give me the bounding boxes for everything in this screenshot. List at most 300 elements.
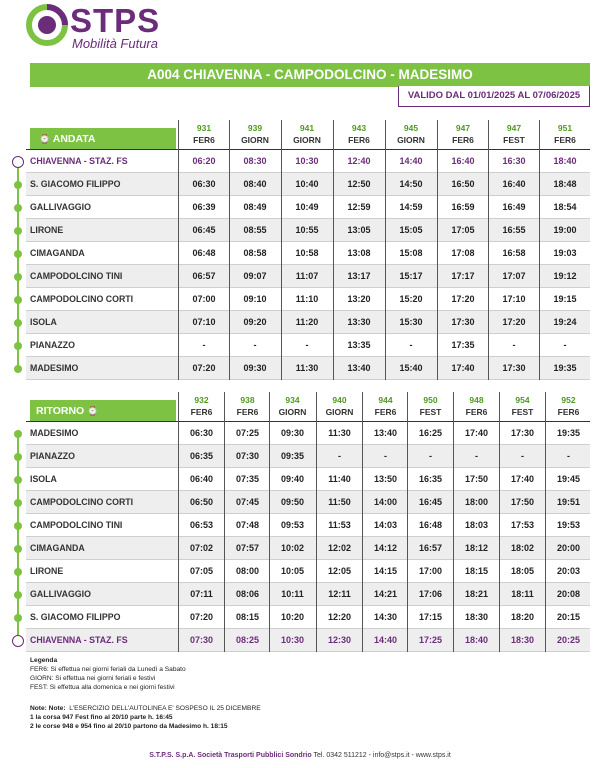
table-row bbox=[0, 357, 600, 380]
time-cell: 18:20 bbox=[510, 612, 535, 622]
run-type: FER6 bbox=[452, 135, 474, 145]
table-row bbox=[0, 311, 600, 334]
time-cell: 17:53 bbox=[510, 520, 535, 530]
time-cell: 14:30 bbox=[373, 612, 398, 622]
time-cell: - bbox=[384, 451, 387, 461]
time-cell: 09:40 bbox=[280, 474, 305, 484]
column-rule bbox=[539, 120, 540, 380]
run-header bbox=[454, 392, 499, 418]
stop-name: S. GIACOMO FILIPPO bbox=[30, 612, 121, 622]
stop-marker bbox=[14, 227, 22, 235]
time-cell: 08:40 bbox=[243, 179, 267, 189]
stop-marker bbox=[14, 365, 22, 373]
time-cell: 11:50 bbox=[328, 497, 351, 507]
time-cell: 19:35 bbox=[553, 363, 577, 373]
stop-name: S. GIACOMO FILIPPO bbox=[30, 179, 121, 189]
run-type: FER6 bbox=[236, 407, 259, 417]
time-cell: 09:35 bbox=[280, 451, 305, 461]
column-rule bbox=[224, 392, 225, 652]
notes bbox=[30, 704, 261, 731]
table-row bbox=[0, 560, 600, 583]
time-cell: 08:55 bbox=[243, 225, 267, 235]
time-cell: 17:20 bbox=[502, 317, 526, 327]
time-cell: 14:40 bbox=[373, 635, 398, 645]
time-cell: 08:00 bbox=[235, 566, 260, 576]
run-type: GIORN bbox=[278, 407, 307, 417]
time-cell: 20:08 bbox=[556, 589, 581, 599]
time-cell: 20:03 bbox=[556, 566, 581, 576]
time-cell: 07:57 bbox=[235, 543, 260, 553]
time-cell: 14:15 bbox=[373, 566, 398, 576]
ritorno-label bbox=[30, 400, 176, 422]
time-cell: 18:30 bbox=[510, 635, 535, 645]
stop-marker bbox=[14, 568, 22, 576]
brand-name: STPS bbox=[70, 2, 161, 39]
time-cell: 06:39 bbox=[192, 202, 216, 212]
time-cell: 18:54 bbox=[553, 202, 577, 212]
table-row bbox=[0, 265, 600, 288]
run-number: 951 bbox=[557, 123, 573, 133]
time-cell: 10:05 bbox=[280, 566, 305, 576]
run-type: FER6 bbox=[557, 407, 580, 417]
time-cell: 11:53 bbox=[328, 520, 351, 530]
time-cell: 09:53 bbox=[280, 520, 305, 530]
time-cell: 17:00 bbox=[418, 566, 443, 576]
time-cell: 10:40 bbox=[295, 179, 319, 189]
logo-mark-icon bbox=[26, 4, 68, 46]
column-rule bbox=[437, 120, 438, 380]
time-cell: 19:12 bbox=[553, 271, 577, 281]
time-cell: 17:50 bbox=[464, 474, 489, 484]
run-header bbox=[334, 120, 384, 146]
time-cell: 13:08 bbox=[347, 248, 371, 258]
run-type: GIORN bbox=[397, 135, 425, 145]
time-cell: 10:20 bbox=[280, 612, 305, 622]
time-cell: 12:20 bbox=[327, 612, 352, 622]
stop-name: GALLIVAGGIO bbox=[30, 589, 91, 599]
time-cell: 12:59 bbox=[347, 202, 371, 212]
time-cell: 15:17 bbox=[399, 271, 423, 281]
run-number: 943 bbox=[351, 123, 367, 133]
time-cell: 18:05 bbox=[510, 566, 535, 576]
run-number: 952 bbox=[561, 395, 576, 405]
footer-company: S.T.P.S. S.p.A. Società Trasporti Pubblici Sondrio bbox=[149, 752, 312, 759]
time-cell: 10:11 bbox=[281, 589, 304, 599]
time-cell: 16:48 bbox=[418, 520, 443, 530]
time-cell: 08:25 bbox=[235, 635, 260, 645]
legend bbox=[30, 656, 186, 692]
time-cell: 18:11 bbox=[511, 589, 534, 599]
stop-marker bbox=[14, 181, 22, 189]
stop-marker bbox=[14, 296, 22, 304]
note-line: 1 la corsa 947 Fest fino al 20/10 parte h. 16:45 bbox=[30, 714, 173, 721]
time-cell: 07:45 bbox=[235, 497, 260, 507]
run-type: GIORN bbox=[293, 135, 321, 145]
time-cell: 19:51 bbox=[556, 497, 581, 507]
time-cell: 08:30 bbox=[243, 156, 267, 166]
time-cell: 17:35 bbox=[451, 340, 475, 350]
time-cell: 06:40 bbox=[189, 474, 214, 484]
time-cell: 17:20 bbox=[451, 294, 475, 304]
time-cell: 11:10 bbox=[295, 294, 319, 304]
time-cell: 18:12 bbox=[464, 543, 489, 553]
stop-name: CIMAGANDA bbox=[30, 248, 85, 258]
stop-marker bbox=[14, 430, 22, 438]
time-cell: 07:25 bbox=[235, 428, 260, 438]
stop-marker bbox=[14, 204, 22, 212]
time-cell: 16:40 bbox=[451, 156, 475, 166]
stop-marker bbox=[14, 614, 22, 622]
time-cell: 18:02 bbox=[510, 543, 535, 553]
time-cell: 06:48 bbox=[192, 248, 216, 258]
time-cell: 07:10 bbox=[192, 317, 216, 327]
legend-line: FEST: Si effettua alla domenica e nei giorni festivi bbox=[30, 684, 175, 691]
run-header bbox=[179, 392, 224, 418]
time-cell: - bbox=[567, 451, 570, 461]
stop-marker bbox=[14, 342, 22, 350]
time-cell: 09:50 bbox=[280, 497, 305, 507]
time-cell: - bbox=[475, 451, 478, 461]
column-rule bbox=[488, 120, 489, 380]
time-cell: 20:15 bbox=[556, 612, 581, 622]
time-cell: 20:00 bbox=[556, 543, 581, 553]
run-type: FEST bbox=[503, 135, 525, 145]
time-cell: 07:35 bbox=[235, 474, 260, 484]
time-cell: 11:07 bbox=[295, 271, 319, 281]
time-cell: 13:35 bbox=[347, 340, 371, 350]
table-row bbox=[0, 219, 600, 242]
time-cell: 17:30 bbox=[451, 317, 475, 327]
time-cell: 16:35 bbox=[418, 474, 443, 484]
validity-badge: VALIDO DAL 01/01/2025 AL 07/06/2025 bbox=[398, 86, 590, 107]
time-cell: 06:20 bbox=[192, 156, 216, 166]
run-number: 934 bbox=[285, 395, 300, 405]
time-cell: 11:30 bbox=[295, 363, 319, 373]
time-cell: 08:49 bbox=[243, 202, 267, 212]
column-rule bbox=[316, 392, 317, 652]
time-cell: 08:58 bbox=[243, 248, 267, 258]
run-type: FER6 bbox=[374, 407, 397, 417]
run-type: FER6 bbox=[190, 407, 213, 417]
time-cell: 06:57 bbox=[192, 271, 216, 281]
run-type: GIORN bbox=[325, 407, 354, 417]
time-cell: 17:07 bbox=[502, 271, 526, 281]
run-type: FER6 bbox=[465, 407, 488, 417]
column-rule bbox=[269, 392, 270, 652]
stop-name: ISOLA bbox=[30, 317, 57, 327]
column-rule bbox=[178, 120, 179, 380]
andata-label bbox=[30, 128, 176, 150]
time-cell: 19:53 bbox=[556, 520, 581, 530]
time-cell: 19:45 bbox=[556, 474, 581, 484]
column-rule bbox=[385, 120, 386, 380]
time-cell: 13:17 bbox=[347, 271, 371, 281]
time-cell: 07:05 bbox=[189, 566, 214, 576]
run-type: GIORN bbox=[241, 135, 269, 145]
table-row bbox=[0, 537, 600, 560]
run-type: FER6 bbox=[348, 135, 370, 145]
time-cell: 07:00 bbox=[192, 294, 216, 304]
time-cell: 16:58 bbox=[502, 248, 526, 258]
stop-name: CAMPODOLCINO TINI bbox=[30, 520, 123, 530]
stop-marker bbox=[14, 319, 22, 327]
run-number: 954 bbox=[515, 395, 530, 405]
run-header bbox=[489, 120, 539, 146]
stop-name: CAMPODOLCINO CORTI bbox=[30, 294, 134, 304]
time-cell: 10:30 bbox=[280, 635, 305, 645]
run-number: 939 bbox=[247, 123, 263, 133]
table-row bbox=[0, 514, 600, 537]
table-row bbox=[0, 629, 600, 652]
time-cell: 12:40 bbox=[347, 156, 371, 166]
time-cell: 16:59 bbox=[451, 202, 475, 212]
time-cell: 18:30 bbox=[464, 612, 489, 622]
time-cell: 11:40 bbox=[328, 474, 351, 484]
time-cell: 17:30 bbox=[510, 428, 535, 438]
time-cell: 18:15 bbox=[464, 566, 489, 576]
run-header bbox=[408, 392, 453, 418]
time-cell: 13:20 bbox=[347, 294, 371, 304]
time-cell: 19:00 bbox=[553, 225, 577, 235]
time-cell: - bbox=[429, 451, 432, 461]
column-rule bbox=[362, 392, 363, 652]
run-type: FER6 bbox=[554, 135, 576, 145]
time-cell: 17:10 bbox=[502, 294, 526, 304]
stop-name: CAMPODOLCINO CORTI bbox=[30, 497, 134, 507]
legend-line: FER6: Si effettua nei giorni feriali da Lunedì a Sabato bbox=[30, 666, 186, 673]
time-cell: - bbox=[409, 340, 413, 350]
column-rule bbox=[281, 120, 282, 380]
time-cell: 15:05 bbox=[399, 225, 423, 235]
time-cell: 11:20 bbox=[295, 317, 319, 327]
run-header bbox=[317, 392, 362, 418]
time-cell: 17:40 bbox=[464, 428, 489, 438]
table-row bbox=[0, 491, 600, 514]
time-cell: 12:30 bbox=[327, 635, 352, 645]
time-cell: 18:40 bbox=[553, 156, 577, 166]
table-row bbox=[0, 606, 600, 629]
column-rule bbox=[178, 392, 179, 652]
column-rule bbox=[499, 392, 500, 652]
run-header bbox=[225, 392, 270, 418]
stop-name: CHIAVENNA - STAZ. FS bbox=[30, 635, 128, 645]
time-cell: 18:48 bbox=[553, 179, 577, 189]
time-cell: 10:49 bbox=[295, 202, 319, 212]
stop-name: CAMPODOLCINO TINI bbox=[30, 271, 123, 281]
stop-marker bbox=[14, 522, 22, 530]
time-cell: 07:30 bbox=[189, 635, 214, 645]
time-cell: 16:30 bbox=[502, 156, 526, 166]
column-rule bbox=[333, 120, 334, 380]
stop-marker bbox=[14, 476, 22, 484]
stop-name: GALLIVAGGIO bbox=[30, 202, 91, 212]
ritorno-label-text: RITORNO bbox=[36, 405, 85, 417]
run-number: 938 bbox=[240, 395, 255, 405]
time-cell: 06:35 bbox=[189, 451, 214, 461]
time-cell: 06:50 bbox=[189, 497, 214, 507]
time-cell: 10:30 bbox=[295, 156, 319, 166]
run-header bbox=[282, 120, 332, 146]
table-row bbox=[0, 196, 600, 219]
time-cell: 17:30 bbox=[502, 363, 526, 373]
column-rule bbox=[453, 392, 454, 652]
time-cell: 19:35 bbox=[556, 428, 581, 438]
time-cell: 19:24 bbox=[553, 317, 577, 327]
time-cell: 17:25 bbox=[418, 635, 443, 645]
time-cell: 06:30 bbox=[192, 179, 216, 189]
stop-name: MADESIMO bbox=[30, 363, 79, 373]
time-cell: 13:50 bbox=[373, 474, 398, 484]
time-cell: 17:17 bbox=[451, 271, 475, 281]
stop-marker bbox=[14, 499, 22, 507]
stop-name: ISOLA bbox=[30, 474, 57, 484]
time-cell: 17:40 bbox=[451, 363, 475, 373]
time-cell: 08:06 bbox=[235, 589, 260, 599]
time-cell: 12:11 bbox=[328, 589, 351, 599]
run-number: 944 bbox=[378, 395, 393, 405]
time-cell: 11:30 bbox=[328, 428, 351, 438]
time-cell: 09:20 bbox=[243, 317, 267, 327]
run-number: 948 bbox=[469, 395, 484, 405]
table-row bbox=[0, 445, 600, 468]
column-rule bbox=[545, 392, 546, 652]
clock-icon: ⌚ bbox=[87, 406, 99, 416]
run-type: FEST bbox=[511, 407, 534, 417]
run-type: FEST bbox=[419, 407, 442, 417]
run-number: 940 bbox=[332, 395, 347, 405]
run-number: 947 bbox=[455, 123, 471, 133]
time-cell: 17:50 bbox=[510, 497, 535, 507]
footer-contacts: Tel. 0342 511212 - info@stps.it - www.stps.it bbox=[313, 752, 451, 759]
time-cell: 07:02 bbox=[189, 543, 214, 553]
time-cell: 18:00 bbox=[464, 497, 489, 507]
table-row bbox=[0, 468, 600, 491]
time-cell: 17:08 bbox=[451, 248, 475, 258]
notes-headline: L'ESERCIZIO DELL'AUTOLINEA E' SOSPESO IL 25 DICEMBRE bbox=[69, 705, 261, 712]
run-number: 950 bbox=[423, 395, 438, 405]
run-header bbox=[546, 392, 591, 418]
time-cell: 09:30 bbox=[243, 363, 267, 373]
time-cell: 20:25 bbox=[556, 635, 581, 645]
time-cell: 13:30 bbox=[347, 317, 371, 327]
column-rule bbox=[229, 120, 230, 380]
time-cell: 18:03 bbox=[464, 520, 489, 530]
time-cell: 14:00 bbox=[373, 497, 398, 507]
run-number: 932 bbox=[194, 395, 209, 405]
time-cell: 06:45 bbox=[192, 225, 216, 235]
run-number: 945 bbox=[403, 123, 419, 133]
table-row bbox=[0, 288, 600, 311]
stop-name: CHIAVENNA - STAZ. FS bbox=[30, 156, 128, 166]
stop-marker bbox=[14, 545, 22, 553]
time-cell: 14:59 bbox=[399, 202, 423, 212]
time-cell: 15:40 bbox=[399, 363, 423, 373]
stps-logo bbox=[26, 4, 236, 54]
time-cell: 16:45 bbox=[418, 497, 443, 507]
time-cell: 17:15 bbox=[418, 612, 443, 622]
time-cell: 07:30 bbox=[235, 451, 260, 461]
time-cell: 07:20 bbox=[189, 612, 214, 622]
time-cell: 16:25 bbox=[418, 428, 443, 438]
footer bbox=[0, 752, 600, 759]
column-rule bbox=[407, 392, 408, 652]
time-cell: 06:30 bbox=[189, 428, 214, 438]
stop-marker bbox=[14, 273, 22, 281]
time-cell: - bbox=[202, 340, 206, 350]
time-cell: 18:40 bbox=[464, 635, 489, 645]
notes-title: Note: Note: bbox=[30, 705, 66, 712]
table-row bbox=[0, 334, 600, 357]
stop-name: LIRONE bbox=[30, 225, 64, 235]
time-cell: - bbox=[512, 340, 516, 350]
time-cell: 09:10 bbox=[243, 294, 267, 304]
stop-marker bbox=[14, 250, 22, 258]
note-line: 2 le corse 948 e 954 fino al 20/10 partono da Madesimo h. 18:15 bbox=[30, 723, 228, 730]
time-cell: 16:57 bbox=[418, 543, 443, 553]
time-cell: 10:02 bbox=[280, 543, 305, 553]
stop-marker bbox=[14, 453, 22, 461]
time-cell: 08:15 bbox=[235, 612, 260, 622]
stop-name: CIMAGANDA bbox=[30, 543, 85, 553]
run-number: 941 bbox=[299, 123, 315, 133]
time-cell: 16:55 bbox=[502, 225, 526, 235]
stop-marker bbox=[14, 591, 22, 599]
stop-name: PIANAZZO bbox=[30, 451, 75, 461]
run-number: 931 bbox=[196, 123, 212, 133]
time-cell: 13:40 bbox=[347, 363, 371, 373]
time-cell: 16:40 bbox=[502, 179, 526, 189]
run-header bbox=[270, 392, 315, 418]
time-cell: 14:40 bbox=[399, 156, 423, 166]
time-cell: 17:40 bbox=[510, 474, 535, 484]
run-header bbox=[179, 120, 229, 146]
time-cell: 14:03 bbox=[373, 520, 398, 530]
legend-title: Legenda bbox=[30, 657, 58, 664]
terminal-stop-marker bbox=[12, 635, 24, 647]
time-cell: 19:15 bbox=[553, 294, 577, 304]
time-cell: 14:12 bbox=[373, 543, 398, 553]
run-header bbox=[438, 120, 488, 146]
time-cell: 06:53 bbox=[189, 520, 214, 530]
table-row bbox=[0, 242, 600, 265]
time-cell: 15:30 bbox=[399, 317, 423, 327]
clock-icon: ⌚ bbox=[39, 134, 51, 144]
time-cell: 14:50 bbox=[399, 179, 423, 189]
run-header bbox=[363, 392, 408, 418]
time-cell: 13:40 bbox=[373, 428, 398, 438]
table-row bbox=[0, 583, 600, 606]
legend-line: GIORN: Si effettua nei giorni feriali e festivi bbox=[30, 675, 156, 682]
route-title: A004 CHIAVENNA - CAMPODOLCINO - MADESIMO bbox=[30, 63, 590, 87]
time-cell: 07:48 bbox=[235, 520, 260, 530]
brand-tagline: Mobilità Futura bbox=[72, 36, 158, 51]
time-cell: - bbox=[253, 340, 257, 350]
time-cell: 19:03 bbox=[553, 248, 577, 258]
run-header bbox=[540, 120, 590, 146]
table-row bbox=[0, 173, 600, 196]
row-rule bbox=[26, 651, 590, 652]
time-cell: 12:02 bbox=[327, 543, 352, 553]
row-rule bbox=[26, 379, 590, 380]
time-cell: - bbox=[338, 451, 341, 461]
time-cell: 10:55 bbox=[295, 225, 319, 235]
time-cell: 17:05 bbox=[451, 225, 475, 235]
time-cell: 09:30 bbox=[280, 428, 305, 438]
run-header bbox=[230, 120, 280, 146]
time-cell: 17:06 bbox=[418, 589, 443, 599]
time-cell: - bbox=[305, 340, 309, 350]
run-number: 947 bbox=[506, 123, 522, 133]
